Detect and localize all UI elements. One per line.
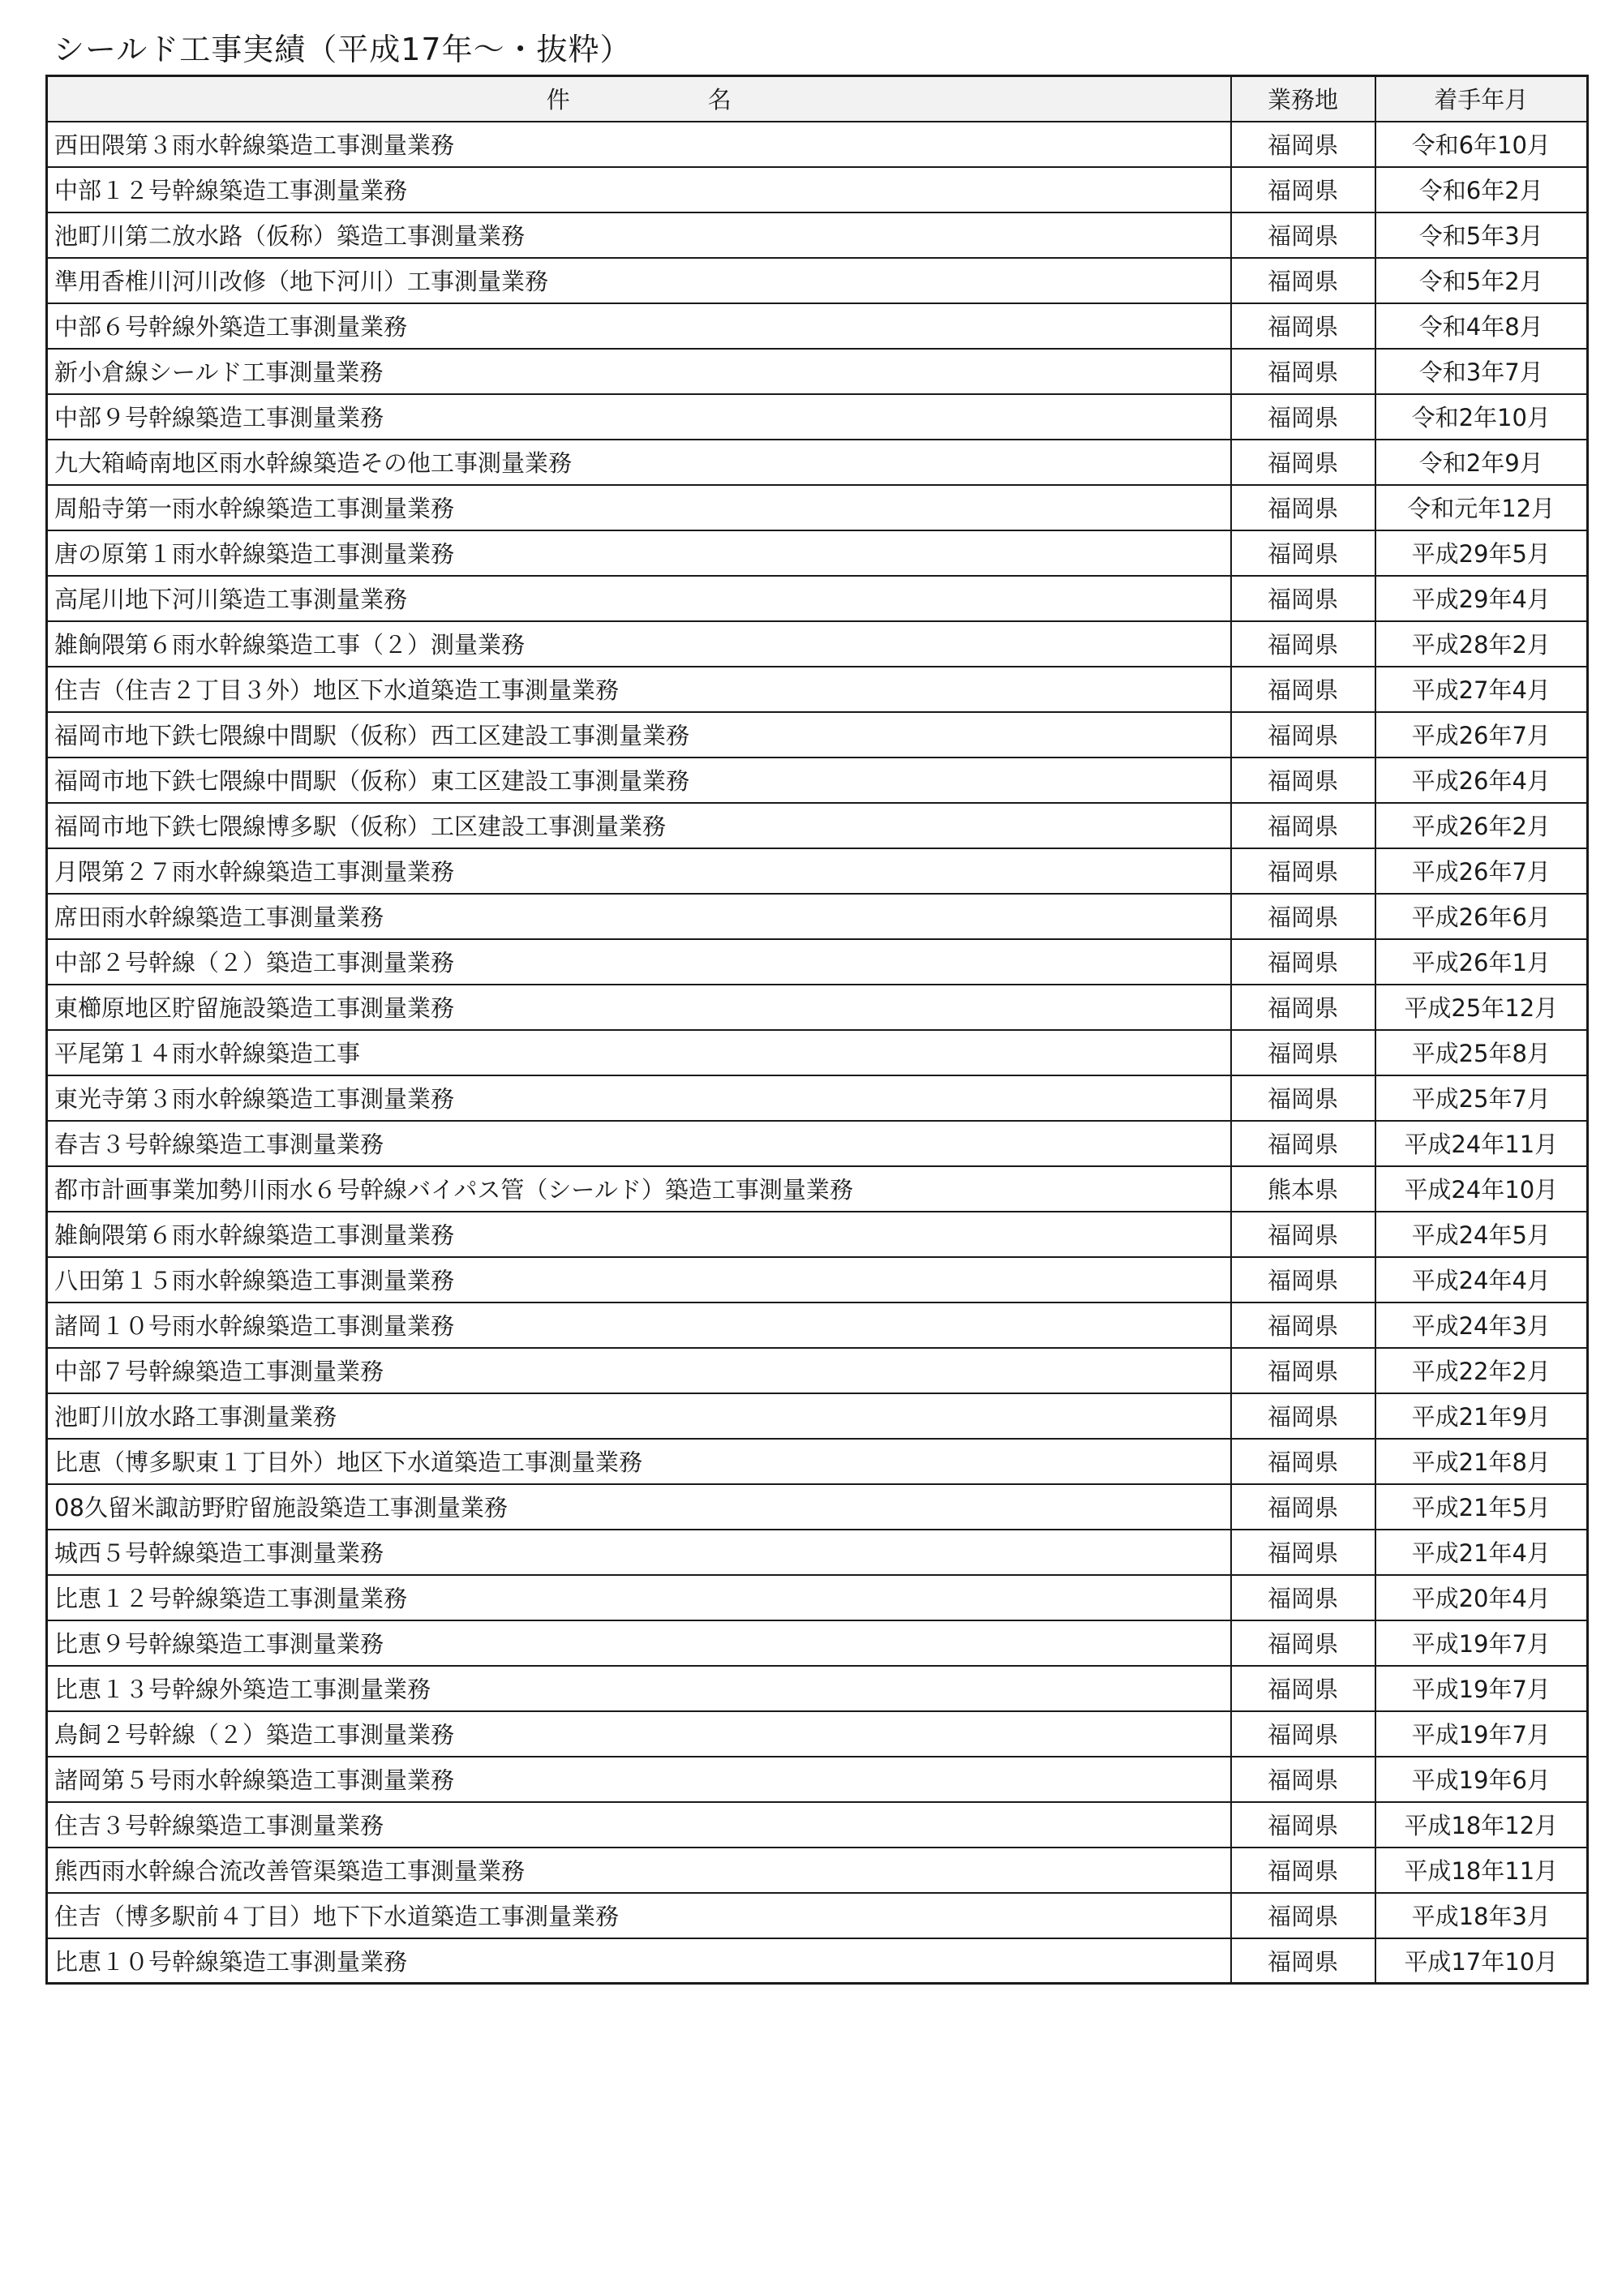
cell-date: 平成19年7月 <box>1375 1620 1588 1666</box>
table-row <box>47 122 1588 167</box>
table-row <box>47 1393 1588 1439</box>
cell-name: 九大箱崎南地区雨水幹線築造その他工事測量業務 <box>47 440 1231 485</box>
table-row <box>47 1711 1588 1757</box>
table-row <box>47 576 1588 621</box>
cell-date: 平成21年5月 <box>1375 1484 1588 1530</box>
cell-place: 熊本県 <box>1231 1166 1375 1212</box>
cell-place: 福岡県 <box>1231 848 1375 894</box>
cell-name: 東光寺第３雨水幹線築造工事測量業務 <box>47 1075 1231 1121</box>
cell-place: 福岡県 <box>1231 1393 1375 1439</box>
table-row <box>47 1620 1588 1666</box>
cell-name: 中部９号幹線築造工事測量業務 <box>47 394 1231 440</box>
cell-name: 西田隈第３雨水幹線築造工事測量業務 <box>47 122 1231 167</box>
header-place: 業務地 <box>1231 76 1375 122</box>
table-row <box>47 985 1588 1030</box>
table-row <box>47 440 1588 485</box>
table-row <box>47 1030 1588 1075</box>
table-row <box>47 894 1588 939</box>
cell-date: 平成25年7月 <box>1375 1075 1588 1121</box>
cell-place: 福岡県 <box>1231 1530 1375 1575</box>
cell-name: 08久留米諏訪野貯留施設築造工事測量業務 <box>47 1484 1231 1530</box>
cell-date: 平成29年4月 <box>1375 576 1588 621</box>
cell-place: 福岡県 <box>1231 122 1375 167</box>
cell-place: 福岡県 <box>1231 1484 1375 1530</box>
cell-name: 唐の原第１雨水幹線築造工事測量業務 <box>47 530 1231 576</box>
cell-name: 春吉３号幹線築造工事測量業務 <box>47 1121 1231 1166</box>
cell-place: 福岡県 <box>1231 1802 1375 1848</box>
cell-name: 東櫛原地区貯留施設築造工事測量業務 <box>47 985 1231 1030</box>
cell-name: 席田雨水幹線築造工事測量業務 <box>47 894 1231 939</box>
cell-place: 福岡県 <box>1231 985 1375 1030</box>
table-row <box>47 757 1588 803</box>
cell-date: 平成26年7月 <box>1375 712 1588 757</box>
cell-place: 福岡県 <box>1231 1711 1375 1757</box>
cell-name: 雑餉隈第６雨水幹線築造工事（２）測量業務 <box>47 621 1231 667</box>
cell-name: 諸岡１０号雨水幹線築造工事測量業務 <box>47 1302 1231 1348</box>
cell-place: 福岡県 <box>1231 303 1375 349</box>
cell-name: 周船寺第一雨水幹線築造工事測量業務 <box>47 485 1231 530</box>
cell-place: 福岡県 <box>1231 667 1375 712</box>
table-row <box>47 485 1588 530</box>
cell-date: 平成18年11月 <box>1375 1848 1588 1893</box>
table-row <box>47 621 1588 667</box>
table-row <box>47 1666 1588 1711</box>
cell-date: 平成24年4月 <box>1375 1257 1588 1302</box>
table-row <box>47 258 1588 303</box>
cell-place: 福岡県 <box>1231 1075 1375 1121</box>
cell-date: 平成20年4月 <box>1375 1575 1588 1620</box>
cell-place: 福岡県 <box>1231 1666 1375 1711</box>
cell-place: 福岡県 <box>1231 1848 1375 1893</box>
cell-name: 中部１２号幹線築造工事測量業務 <box>47 167 1231 212</box>
table-row <box>47 1802 1588 1848</box>
cell-place: 福岡県 <box>1231 1030 1375 1075</box>
cell-name: 比恵１２号幹線築造工事測量業務 <box>47 1575 1231 1620</box>
table-row <box>47 530 1588 576</box>
cell-name: 福岡市地下鉄七隈線博多駅（仮称）工区建設工事測量業務 <box>47 803 1231 848</box>
table-row <box>47 712 1588 757</box>
cell-place: 福岡県 <box>1231 1575 1375 1620</box>
cell-place: 福岡県 <box>1231 394 1375 440</box>
table-row <box>47 1757 1588 1802</box>
cell-place: 福岡県 <box>1231 1212 1375 1257</box>
table-row <box>47 1302 1588 1348</box>
table-row <box>47 1893 1588 1938</box>
cell-place: 福岡県 <box>1231 1348 1375 1393</box>
cell-date: 令和3年7月 <box>1375 349 1588 394</box>
cell-date: 平成25年8月 <box>1375 1030 1588 1075</box>
table-row <box>47 1121 1588 1166</box>
cell-name: 比恵１０号幹線築造工事測量業務 <box>47 1938 1231 1984</box>
cell-place: 福岡県 <box>1231 1757 1375 1802</box>
cell-date: 平成22年2月 <box>1375 1348 1588 1393</box>
table-row <box>47 848 1588 894</box>
cell-date: 令和元年12月 <box>1375 485 1588 530</box>
cell-date: 平成26年2月 <box>1375 803 1588 848</box>
cell-place: 福岡県 <box>1231 1302 1375 1348</box>
cell-place: 福岡県 <box>1231 712 1375 757</box>
cell-name: 月隈第２７雨水幹線築造工事測量業務 <box>47 848 1231 894</box>
cell-date: 平成26年1月 <box>1375 939 1588 985</box>
header-name-part2: 名 <box>707 86 732 114</box>
table-row <box>47 803 1588 848</box>
cell-date: 平成18年12月 <box>1375 1802 1588 1848</box>
table-row <box>47 1938 1588 1984</box>
cell-date: 平成25年12月 <box>1375 985 1588 1030</box>
cell-name: 中部６号幹線外築造工事測量業務 <box>47 303 1231 349</box>
table-row <box>47 1348 1588 1393</box>
cell-name: 福岡市地下鉄七隈線中間駅（仮称）西工区建設工事測量業務 <box>47 712 1231 757</box>
cell-place: 福岡県 <box>1231 1938 1375 1984</box>
cell-date: 令和5年3月 <box>1375 212 1588 258</box>
cell-place: 福岡県 <box>1231 1620 1375 1666</box>
cell-place: 福岡県 <box>1231 212 1375 258</box>
table-row <box>47 394 1588 440</box>
cell-date: 平成21年4月 <box>1375 1530 1588 1575</box>
cell-date: 平成21年8月 <box>1375 1439 1588 1484</box>
cell-name: 平尾第１４雨水幹線築造工事 <box>47 1030 1231 1075</box>
cell-date: 令和5年2月 <box>1375 258 1588 303</box>
cell-date: 令和4年8月 <box>1375 303 1588 349</box>
cell-place: 福岡県 <box>1231 440 1375 485</box>
cell-date: 平成19年7月 <box>1375 1711 1588 1757</box>
cell-name: 住吉（住吉２丁目３外）地区下水道築造工事測量業務 <box>47 667 1231 712</box>
cell-name: 鳥飼２号幹線（２）築造工事測量業務 <box>47 1711 1231 1757</box>
cell-name: 中部７号幹線築造工事測量業務 <box>47 1348 1231 1393</box>
table-row <box>47 303 1588 349</box>
cell-name: 比恵（博多駅東１丁目外）地区下水道築造工事測量業務 <box>47 1439 1231 1484</box>
cell-date: 平成26年7月 <box>1375 848 1588 894</box>
cell-name: 住吉（博多駅前４丁目）地下下水道築造工事測量業務 <box>47 1893 1231 1938</box>
page-title: シールド工事実績（平成17年～・抜粋） <box>54 32 632 67</box>
cell-name: 福岡市地下鉄七隈線中間駅（仮称）東工区建設工事測量業務 <box>47 757 1231 803</box>
cell-place: 福岡県 <box>1231 939 1375 985</box>
cell-date: 平成19年7月 <box>1375 1666 1588 1711</box>
table-row <box>47 1848 1588 1893</box>
cell-place: 福岡県 <box>1231 803 1375 848</box>
table-row <box>47 939 1588 985</box>
header-name-part1: 件 <box>546 86 570 114</box>
table-row <box>47 1257 1588 1302</box>
cell-date: 平成24年5月 <box>1375 1212 1588 1257</box>
table-row <box>47 1530 1588 1575</box>
cell-place: 福岡県 <box>1231 258 1375 303</box>
cell-place: 福岡県 <box>1231 530 1375 576</box>
cell-date: 平成24年3月 <box>1375 1302 1588 1348</box>
cell-name: 比恵１３号幹線外築造工事測量業務 <box>47 1666 1231 1711</box>
cell-name: 熊西雨水幹線合流改善管渠築造工事測量業務 <box>47 1848 1231 1893</box>
cell-name: 雑餉隈第６雨水幹線築造工事測量業務 <box>47 1212 1231 1257</box>
table-body <box>47 122 1588 1984</box>
table-row <box>47 167 1588 212</box>
cell-place: 福岡県 <box>1231 1893 1375 1938</box>
cell-place: 福岡県 <box>1231 894 1375 939</box>
table-row <box>47 667 1588 712</box>
cell-place: 福岡県 <box>1231 621 1375 667</box>
cell-place: 福岡県 <box>1231 1121 1375 1166</box>
cell-name: 住吉３号幹線築造工事測量業務 <box>47 1802 1231 1848</box>
cell-name: 比恵９号幹線築造工事測量業務 <box>47 1620 1231 1666</box>
table-row <box>47 1212 1588 1257</box>
cell-date: 平成24年11月 <box>1375 1121 1588 1166</box>
cell-name: 城西５号幹線築造工事測量業務 <box>47 1530 1231 1575</box>
cell-date: 令和2年9月 <box>1375 440 1588 485</box>
cell-date: 平成26年6月 <box>1375 894 1588 939</box>
cell-date: 平成29年5月 <box>1375 530 1588 576</box>
cell-date: 令和6年2月 <box>1375 167 1588 212</box>
cell-name: 高尾川地下河川築造工事測量業務 <box>47 576 1231 621</box>
table-row <box>47 1439 1588 1484</box>
table-row <box>47 1075 1588 1121</box>
cell-place: 福岡県 <box>1231 167 1375 212</box>
cell-date: 令和2年10月 <box>1375 394 1588 440</box>
table-row <box>47 349 1588 394</box>
table-row <box>47 212 1588 258</box>
cell-date: 平成18年3月 <box>1375 1893 1588 1938</box>
cell-date: 平成21年9月 <box>1375 1393 1588 1439</box>
cell-place: 福岡県 <box>1231 485 1375 530</box>
records-table <box>45 75 1589 1985</box>
cell-date: 平成28年2月 <box>1375 621 1588 667</box>
cell-date: 平成26年4月 <box>1375 757 1588 803</box>
cell-place: 福岡県 <box>1231 1439 1375 1484</box>
table-row <box>47 1575 1588 1620</box>
table-row <box>47 1484 1588 1530</box>
cell-date: 令和6年10月 <box>1375 122 1588 167</box>
cell-date: 平成27年4月 <box>1375 667 1588 712</box>
header-date: 着手年月 <box>1375 76 1588 122</box>
cell-date: 平成24年10月 <box>1375 1166 1588 1212</box>
cell-place: 福岡県 <box>1231 1257 1375 1302</box>
cell-place: 福岡県 <box>1231 349 1375 394</box>
cell-name: 諸岡第５号雨水幹線築造工事測量業務 <box>47 1757 1231 1802</box>
cell-name: 八田第１５雨水幹線築造工事測量業務 <box>47 1257 1231 1302</box>
cell-name: 池町川放水路工事測量業務 <box>47 1393 1231 1439</box>
cell-name: 池町川第二放水路（仮称）築造工事測量業務 <box>47 212 1231 258</box>
table-row <box>47 1166 1588 1212</box>
cell-place: 福岡県 <box>1231 576 1375 621</box>
header-name <box>47 76 1231 122</box>
cell-name: 都市計画事業加勢川雨水６号幹線バイパス管（シールド）築造工事測量業務 <box>47 1166 1231 1212</box>
cell-date: 平成19年6月 <box>1375 1757 1588 1802</box>
cell-place: 福岡県 <box>1231 757 1375 803</box>
cell-date: 平成17年10月 <box>1375 1938 1588 1984</box>
table-header-row <box>47 76 1588 122</box>
cell-name: 準用香椎川河川改修（地下河川）工事測量業務 <box>47 258 1231 303</box>
cell-name: 新小倉線シールド工事測量業務 <box>47 349 1231 394</box>
cell-name: 中部２号幹線（２）築造工事測量業務 <box>47 939 1231 985</box>
